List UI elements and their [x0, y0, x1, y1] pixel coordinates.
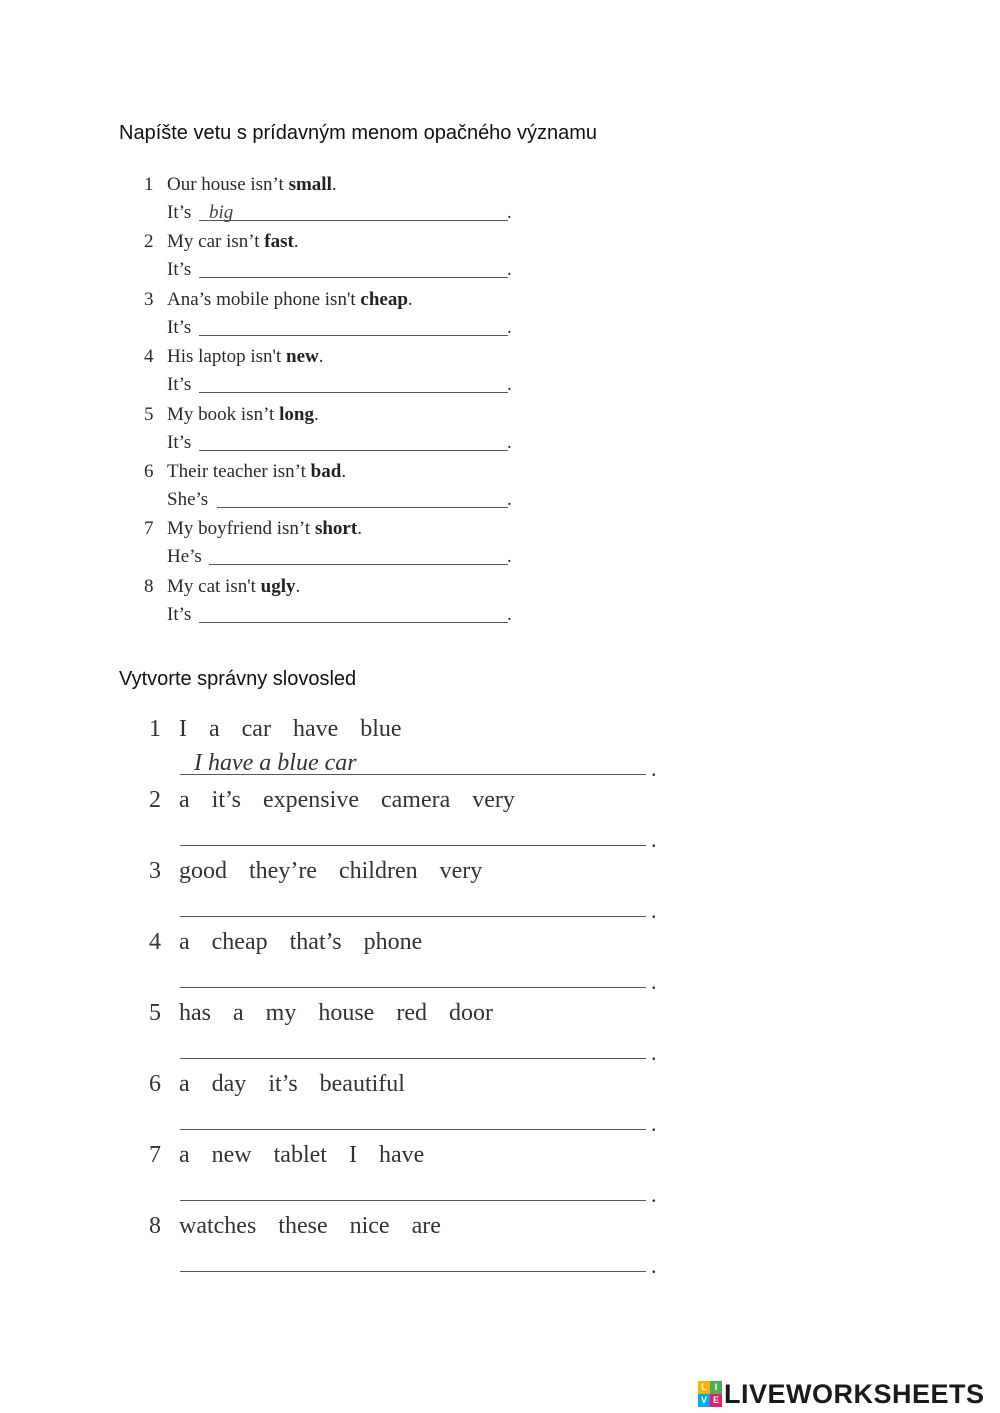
answer-period: . [507, 489, 512, 510]
answer-period: . [507, 546, 512, 567]
answer-blank[interactable] [180, 1271, 646, 1272]
answer-prefix: It’s [167, 202, 192, 223]
question-text: My car isn’t [167, 231, 265, 252]
item-number: 2 [149, 787, 161, 813]
answer-row [167, 371, 544, 399]
answer-blank[interactable] [199, 220, 508, 221]
scrambled-word: a [233, 1000, 244, 1026]
question-sentence [144, 401, 544, 429]
question-text: Our house isn’t [167, 174, 289, 195]
answer-period: . [651, 898, 657, 923]
question-sentence [144, 515, 544, 543]
item-number: 7 [144, 518, 154, 539]
answer-period: . [507, 374, 512, 395]
scrambled-word: children [338, 858, 418, 884]
liveworksheets-logo [698, 1378, 985, 1410]
answer-row [167, 314, 544, 342]
answer-period: . [507, 202, 512, 223]
exercise2-item [149, 1138, 669, 1210]
item-number: 6 [149, 1071, 161, 1097]
scrambled-word: they’re [249, 858, 317, 884]
scrambled-word: very [439, 858, 483, 884]
exercise2-item [149, 712, 669, 784]
adjective: short [314, 518, 358, 539]
exercise1-item [144, 458, 544, 514]
answer-row [149, 1030, 669, 1068]
answer-period: . [507, 259, 512, 280]
answer-period: . [651, 1040, 657, 1065]
answer-text[interactable]: I have a blue car [194, 750, 357, 776]
exercise2-item [149, 1209, 669, 1281]
scrambled-word: it’s [211, 787, 241, 813]
answer-prefix: She’s [167, 489, 209, 510]
item-number: 6 [144, 461, 154, 482]
question-sentence [144, 458, 544, 486]
exercise1-item [144, 286, 544, 342]
scrambled-word: phone [363, 929, 423, 955]
item-number: 8 [144, 576, 154, 597]
item-number: 3 [149, 858, 161, 884]
scrambled-words [149, 1138, 669, 1172]
question-period: . [318, 346, 324, 367]
answer-row [149, 817, 669, 855]
scrambled-word: nice [349, 1213, 390, 1239]
scrambled-word: a [179, 1142, 190, 1168]
answer-blank[interactable] [217, 507, 508, 508]
scrambled-word: camera [380, 787, 451, 813]
question-sentence [144, 343, 544, 371]
answer-row [149, 1101, 669, 1139]
scrambled-word: tablet [273, 1142, 327, 1168]
scrambled-word: have [378, 1142, 425, 1168]
scrambled-words [149, 925, 669, 959]
exercise1-item [144, 515, 544, 571]
scrambled-word: house [318, 1000, 375, 1026]
exercise1-item [144, 573, 544, 629]
question-sentence [144, 171, 544, 199]
adjective: long [279, 404, 314, 425]
answer-blank[interactable] [199, 622, 508, 623]
answer-row [149, 1243, 669, 1281]
scrambled-word: blue [360, 716, 402, 742]
exercise1-item [144, 171, 544, 227]
question-text: My boyfriend isn’t [167, 518, 315, 539]
answer-row [149, 1172, 669, 1210]
item-number: 1 [149, 716, 161, 742]
answer-row [149, 959, 669, 997]
exercise2-item [149, 1067, 669, 1139]
scrambled-word: cheap [211, 929, 268, 955]
scrambled-words [149, 854, 669, 888]
scrambled-word: that’s [289, 929, 342, 955]
scrambled-word: red [396, 1000, 427, 1026]
logo-text: LIVEWORKSHEETS [724, 1378, 985, 1409]
scrambled-word: it’s [268, 1071, 298, 1097]
question-text: Their teacher isn’t [167, 461, 311, 482]
scrambled-word: good [179, 858, 227, 884]
answer-text[interactable]: big [209, 202, 234, 223]
adjective: small [288, 174, 332, 195]
question-period: . [331, 174, 337, 195]
scrambled-word: a [179, 787, 190, 813]
answer-period: . [507, 604, 512, 625]
scrambled-word: new [211, 1142, 252, 1168]
exercise2-item [149, 925, 669, 997]
scrambled-word: expensive [263, 787, 359, 813]
scrambled-word: door [448, 1000, 493, 1026]
answer-row [149, 888, 669, 926]
scrambled-words [149, 783, 669, 817]
answer-blank[interactable] [199, 277, 508, 278]
item-number: 1 [144, 174, 154, 195]
answer-blank[interactable] [180, 987, 646, 988]
question-text: His laptop isn't [167, 346, 287, 367]
adjective: fast [264, 231, 294, 252]
answer-row [167, 199, 544, 227]
scrambled-word: my [265, 1000, 297, 1026]
question-period: . [295, 576, 301, 597]
answer-period: . [651, 756, 657, 781]
exercise2-item [149, 783, 669, 855]
scrambled-words [149, 1209, 669, 1243]
adjective: ugly [260, 576, 296, 597]
exercise1-item [144, 228, 544, 284]
question-sentence [144, 573, 544, 601]
answer-prefix: It’s [167, 259, 192, 280]
answer-blank[interactable] [180, 845, 646, 846]
answer-period: . [651, 1111, 657, 1136]
answer-blank[interactable] [209, 564, 508, 565]
scrambled-words [149, 712, 669, 746]
scrambled-word: have [292, 716, 339, 742]
scrambled-word: day [211, 1071, 247, 1097]
scrambled-word: car [241, 716, 271, 742]
item-number: 8 [149, 1213, 161, 1239]
scrambled-word: has [179, 1000, 211, 1026]
answer-blank[interactable] [180, 916, 646, 917]
item-number: 3 [144, 289, 154, 310]
item-number: 2 [144, 231, 154, 252]
question-text: Ana’s mobile phone isn't [167, 289, 361, 310]
scrambled-words [149, 996, 669, 1030]
answer-period: . [651, 969, 657, 994]
answer-prefix: It’s [167, 317, 192, 338]
answer-row [167, 543, 544, 571]
answer-blank[interactable] [199, 335, 508, 336]
question-period: . [407, 289, 413, 310]
answer-prefix: He’s [167, 546, 202, 567]
answer-period: . [507, 317, 512, 338]
exercise1-item [144, 343, 544, 399]
adjective: cheap [360, 289, 408, 310]
item-number: 7 [149, 1142, 161, 1168]
logo-mark-icon [698, 1381, 722, 1407]
scrambled-word: a [179, 929, 190, 955]
question-period: . [293, 231, 299, 252]
scrambled-word: I [348, 1142, 357, 1168]
scrambled-word: are [411, 1213, 441, 1239]
scrambled-word: beautiful [319, 1071, 405, 1097]
answer-prefix: It’s [167, 374, 192, 395]
question-period: . [341, 461, 347, 482]
scrambled-words [149, 1067, 669, 1101]
scrambled-word: these [278, 1213, 328, 1239]
exercise2-item [149, 996, 669, 1068]
answer-blank[interactable] [180, 1200, 646, 1201]
item-number: 5 [144, 404, 154, 425]
exercise1-item [144, 401, 544, 457]
question-period: . [313, 404, 319, 425]
scrambled-word: a [209, 716, 220, 742]
logo-mark-letter: I [710, 1381, 722, 1394]
answer-row [167, 429, 544, 457]
scrambled-word: I [179, 716, 187, 742]
answer-period: . [651, 1182, 657, 1207]
adjective: new [286, 346, 319, 367]
answer-blank[interactable] [180, 1129, 646, 1130]
question-period: . [357, 518, 362, 539]
answer-row [149, 746, 669, 784]
item-number: 5 [149, 1000, 161, 1026]
answer-period: . [507, 432, 512, 453]
answer-row [167, 601, 544, 629]
logo-mark-letter: V [698, 1394, 710, 1407]
answer-period: . [651, 827, 657, 852]
item-number: 4 [144, 346, 154, 367]
answer-blank[interactable] [180, 1058, 646, 1059]
adjective: bad [310, 461, 342, 482]
answer-blank[interactable] [199, 392, 508, 393]
question-text: My book isn’t [167, 404, 280, 425]
answer-period: . [651, 1253, 657, 1278]
question-text: My cat isn't [167, 576, 261, 597]
item-number: 4 [149, 929, 161, 955]
exercise2-title: Vytvorte správny slovosled [119, 668, 357, 690]
answer-blank[interactable] [199, 450, 508, 451]
answer-prefix: It’s [167, 604, 192, 625]
answer-prefix: It’s [167, 432, 192, 453]
answer-row [167, 256, 544, 284]
answer-row [167, 486, 544, 514]
question-sentence [144, 228, 544, 256]
scrambled-word: watches [179, 1213, 257, 1239]
logo-mark-letter: E [710, 1394, 722, 1407]
scrambled-word: a [179, 1071, 190, 1097]
question-sentence [144, 286, 544, 314]
logo-mark-letter: L [698, 1381, 710, 1394]
exercise1-title: Napíšte vetu s prídavným menom opačného významu [119, 122, 598, 144]
exercise2-item [149, 854, 669, 926]
scrambled-word: very [472, 787, 515, 813]
